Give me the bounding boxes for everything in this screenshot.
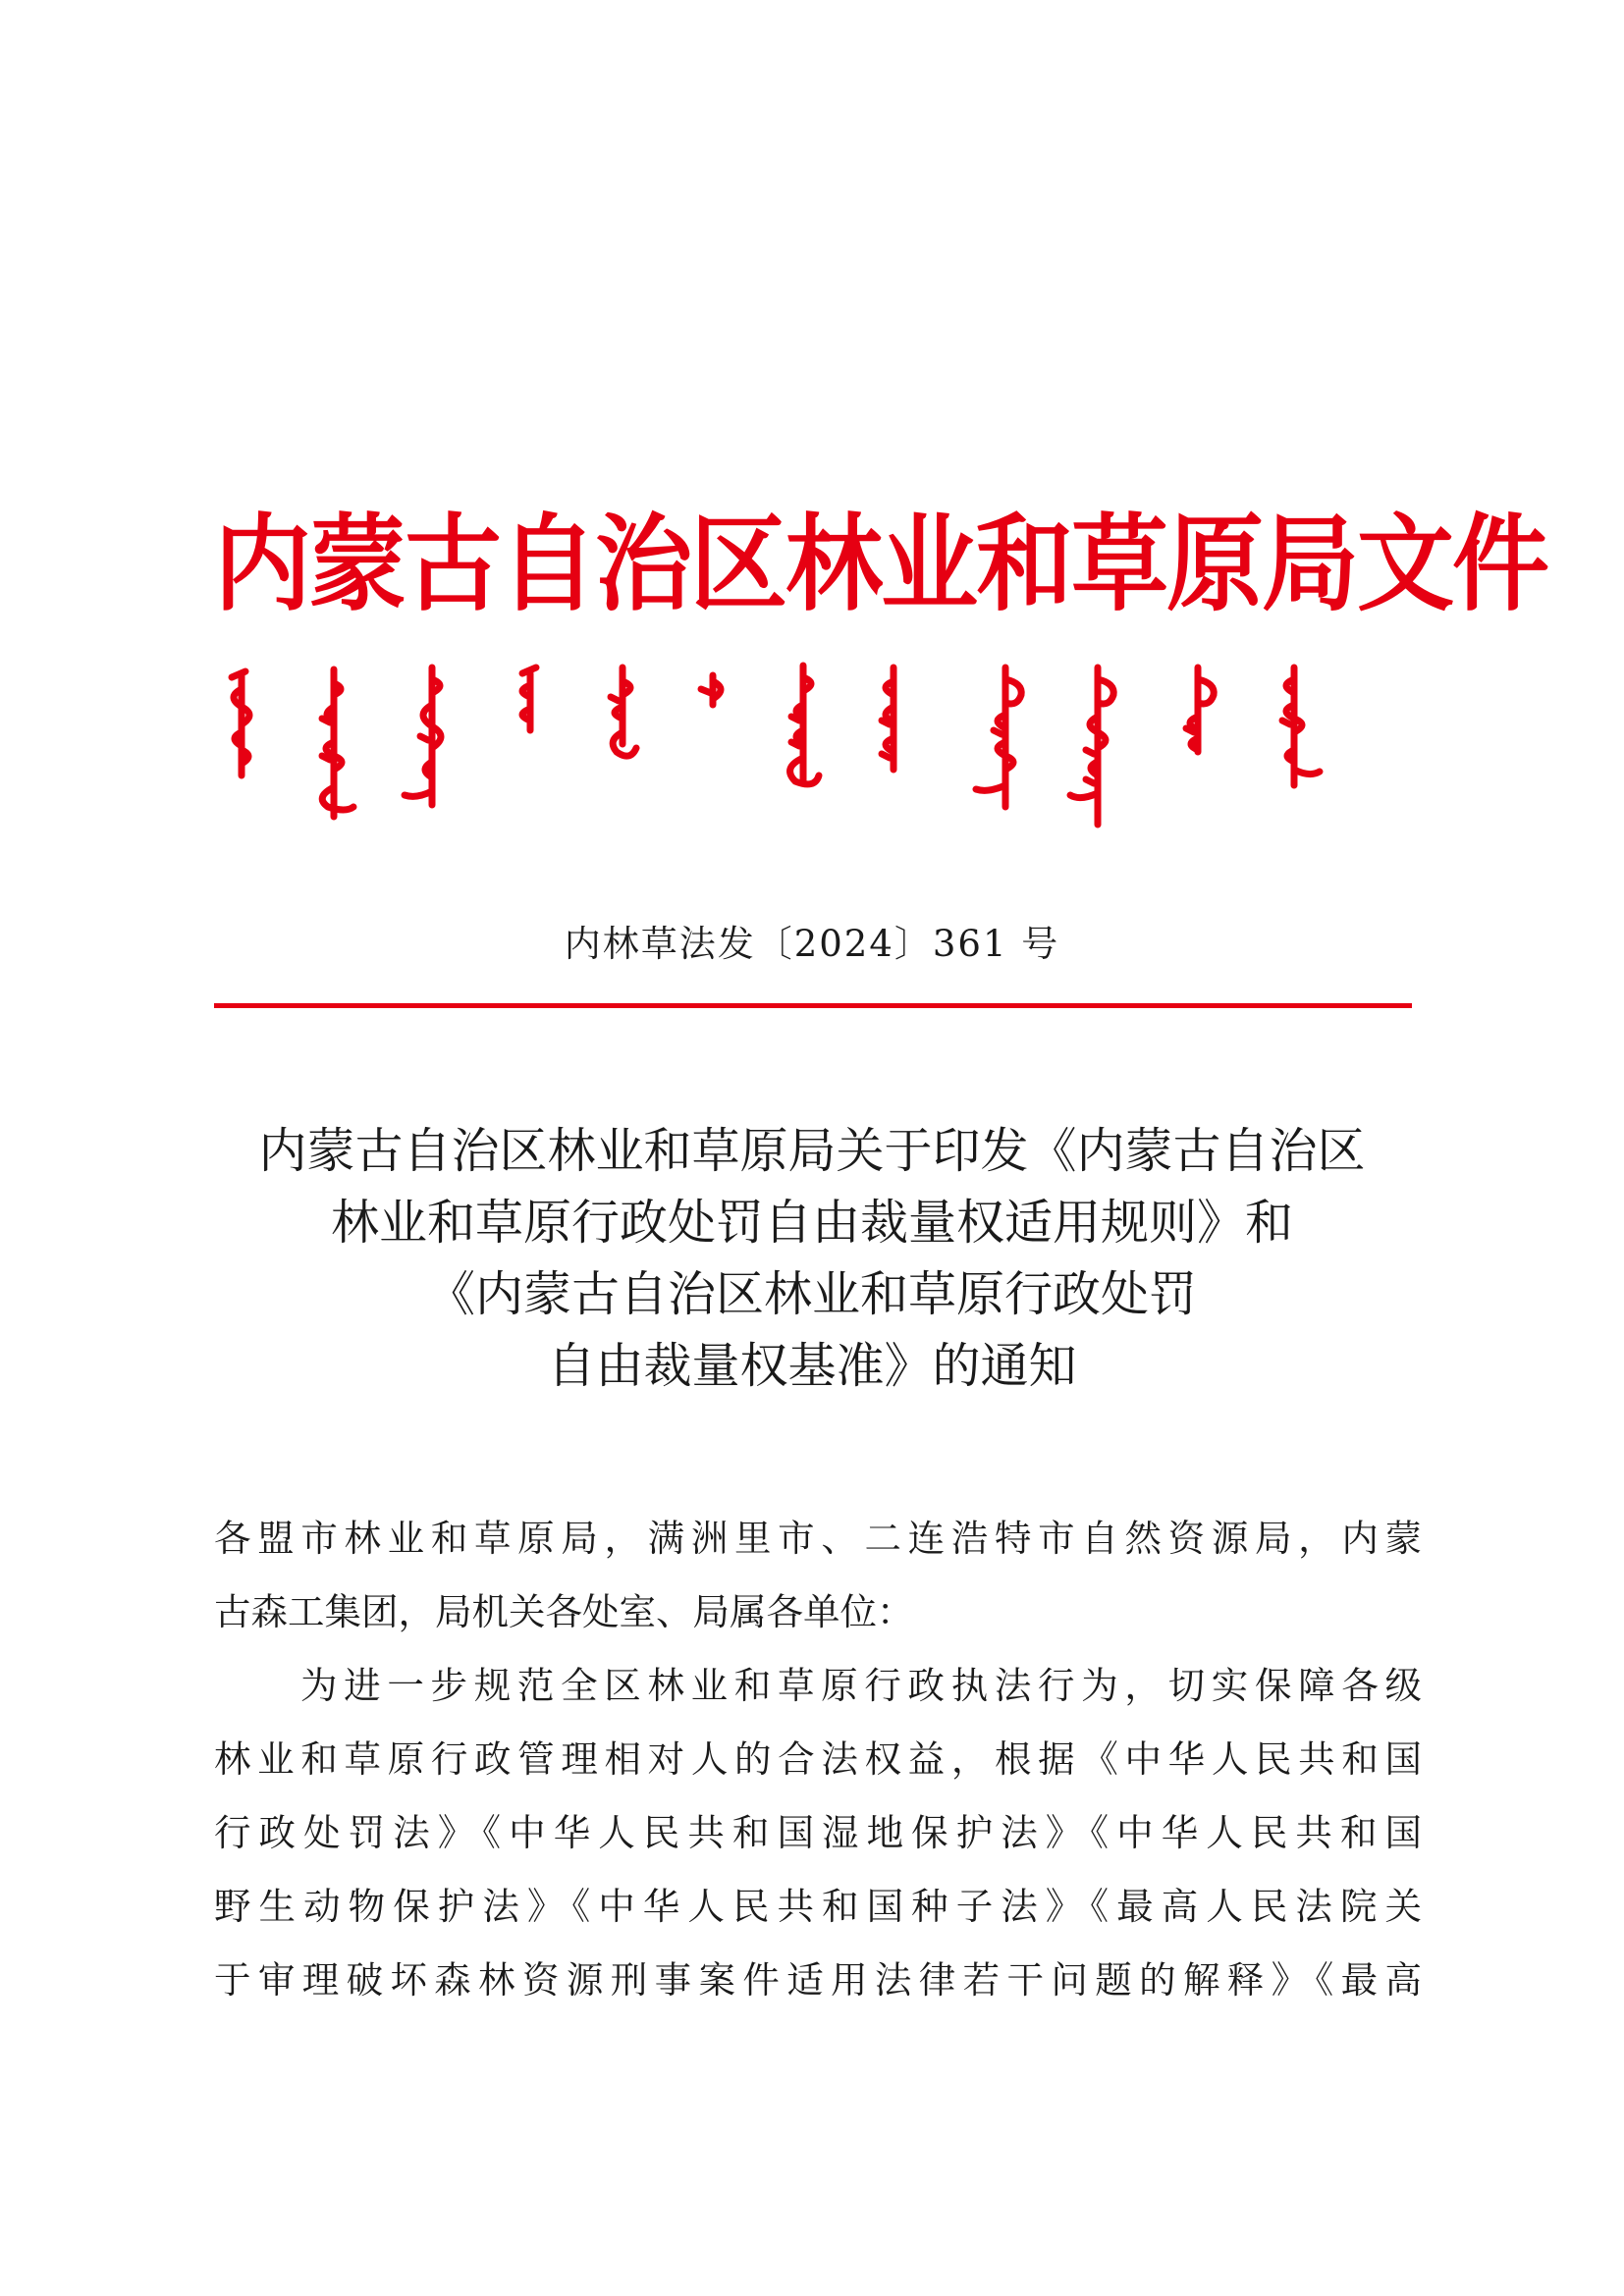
title-line: 《内蒙古自治区林业和草原行政处罚 (426, 1266, 1197, 1322)
masthead-mongolian-script (214, 660, 1424, 876)
masthead-chinese-title: 内蒙古自治区林业和草原局文件 (214, 503, 1547, 626)
red-divider-line (214, 1003, 1412, 1008)
title-line: 林业和草原行政处罚自由裁量权适用规则》和 (330, 1195, 1293, 1251)
title-line: 内蒙古自治区林业和草原局关于印发《内蒙古自治区 (258, 1123, 1366, 1179)
document-title (147, 1115, 1477, 1402)
body-line: 古森工集团，局机关各处室、局属各单位： (214, 1590, 914, 1633)
document-number: 内林草法发〔2024〕361 号 (564, 923, 1060, 965)
title-line: 自由裁量权基准》的通知 (547, 1338, 1077, 1394)
body-line: 林业和草原行政管理相对人的合法权益，根据《中华人民共和国 (214, 1737, 1422, 1781)
body-line: 各盟市林业和草原局，满洲里市、二连浩特市自然资源局，内蒙 (214, 1517, 1422, 1560)
body-line: 为进一步规范全区林业和草原行政执法行为，切实保障各级 (300, 1664, 1422, 1707)
body-line: 野生动物保护法》《中华人民共和国种子法》《最高人民法院关 (214, 1885, 1422, 1928)
body-line: 于审理破坏森林资源刑事案件适用法律若干问题的解释》《最高 (214, 1958, 1422, 2002)
body-line: 行政处罚法》《中华人民共和国湿地保护法》《中华人民共和国 (214, 1811, 1422, 1854)
document-body (214, 1502, 1422, 2017)
